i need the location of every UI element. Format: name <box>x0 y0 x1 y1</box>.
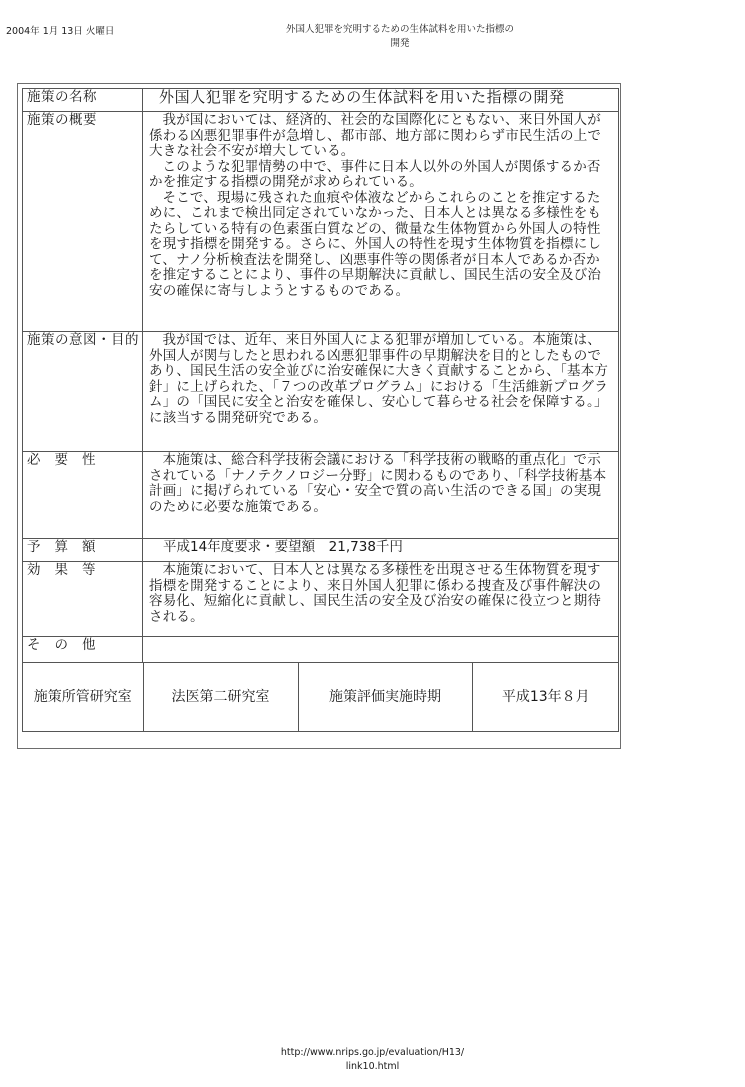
print-footer-url-line2: link10.html <box>345 1061 400 1072</box>
responsible-lab-value: 法医第二研究室 <box>143 663 298 731</box>
evaluation-period-label: 施策評価実施時期 <box>298 663 472 731</box>
row-necessity <box>23 452 619 539</box>
policy-sheet <box>17 83 621 749</box>
purpose-text: 我が国では、近年、来日外国人による犯罪が増加している。本施策は、外国人が関与したと思われる凶悪犯罪事件の早期解決を目的としたものであり、国民生活の安全並びに治安確保に大きく貢献することから、「基本方針」に上げられた、「７つの改革プログラム」における「生活維新プログラム」の「国民に安全と治安を確保し、安心して暮らせる社会を保障する。」に該当する開発研究である。 <box>149 332 609 426</box>
row-policy-purpose <box>23 332 619 452</box>
row-other <box>23 637 619 663</box>
row-policy-name <box>23 89 619 112</box>
row-effect <box>23 562 619 637</box>
print-page-title <box>250 23 550 51</box>
row-lab-and-evaluation <box>23 663 619 732</box>
effect-cell <box>143 562 619 637</box>
policy-name-value: 外国人犯罪を究明するための生体試料を用いた指標の開発 <box>159 88 565 106</box>
summary-paragraph: このような犯罪情勢の中で、事件に日本人以外の外国人が関係するか否かを推定する指標の開発が求められている。 <box>149 158 601 190</box>
necessity-label: 必要性 <box>23 452 143 539</box>
necessity-text: 本施策は、総合科学技術会議における「科学技術の戦略的重点化」で示されている「ナノテクノロジー分野」に関わるものであり、「科学技術基本計画」に掲げられている「安心・安全で質の高い生活のできる国」の実現のために必要な施策である。 <box>149 452 607 515</box>
print-footer-url-line1: http://www.nrips.go.jp/evaluation/H13/ <box>280 1047 465 1058</box>
print-header <box>0 0 745 60</box>
policy-purpose-label: 施策の意図・目的 <box>23 332 143 452</box>
print-date: 2004年 1月 13日 火曜日 <box>6 26 115 37</box>
budget-label: 予算額 <box>23 539 143 562</box>
policy-name-cell <box>143 89 619 112</box>
print-footer-url <box>270 1046 475 1074</box>
budget-cell <box>143 539 619 562</box>
policy-name-label: 施策の名称 <box>23 89 143 112</box>
policy-summary-label: 施策の概要 <box>23 112 143 332</box>
policy-summary-cell <box>143 112 619 332</box>
lab-evaluation-table <box>23 663 619 731</box>
necessity-cell <box>143 452 619 539</box>
responsible-lab-label: 施策所管研究室 <box>23 663 143 731</box>
summary-paragraph: 我が国においては、経済的、社会的な国際化にともない、来日外国人が係わる凶悪犯罪事件が急増し、都市部、地方部に関わらず市民生活の上で大きな社会不安が増大している。 <box>149 112 602 159</box>
evaluation-period-value: 平成13年８月 <box>501 688 590 705</box>
row-budget <box>23 539 619 562</box>
print-page-title-line2: 開発 <box>390 38 410 49</box>
effect-label: 効果等 <box>23 562 143 637</box>
other-value <box>143 637 619 663</box>
budget-value: 平成14年度要求・要望額 21,738千円 <box>163 539 403 555</box>
lab-evaluation-cell <box>23 663 619 732</box>
print-page-title-line1: 外国人犯罪を究明するための生体試料を用いた指標の <box>285 24 514 35</box>
policy-purpose-cell <box>143 332 619 452</box>
other-label: その他 <box>23 637 143 663</box>
summary-paragraph: そこで、現場に残された血痕や体液などからこれらのことを推定するために、これまで検出同定されていなかった、日本人とは異なる多様性をもたらしている特有の色素蛋白質などの、微量な生体物質から外国人の特性を現す指標を開発する。さらに、外国人の特性を現す生体物質を指標にして、ナノ分析検査法を開発し、凶悪事件等の関係者が日本人であるか否かを推定することにより、事件の早期解決に貢献し、国民生活の安全及び治安の確保に寄与しようとするものである。 <box>149 189 602 299</box>
effect-text: 本施策において、日本人とは異なる多様性を出現させる生体物質を現す指標を開発することにより、来日外国人犯罪に係わる捜査及び事件解決の容易化、短縮化に貢献し、国民生活の安全及び治安の確保に役立つと期待される。 <box>149 562 602 625</box>
row-policy-summary <box>23 112 619 332</box>
policy-table <box>22 88 619 732</box>
